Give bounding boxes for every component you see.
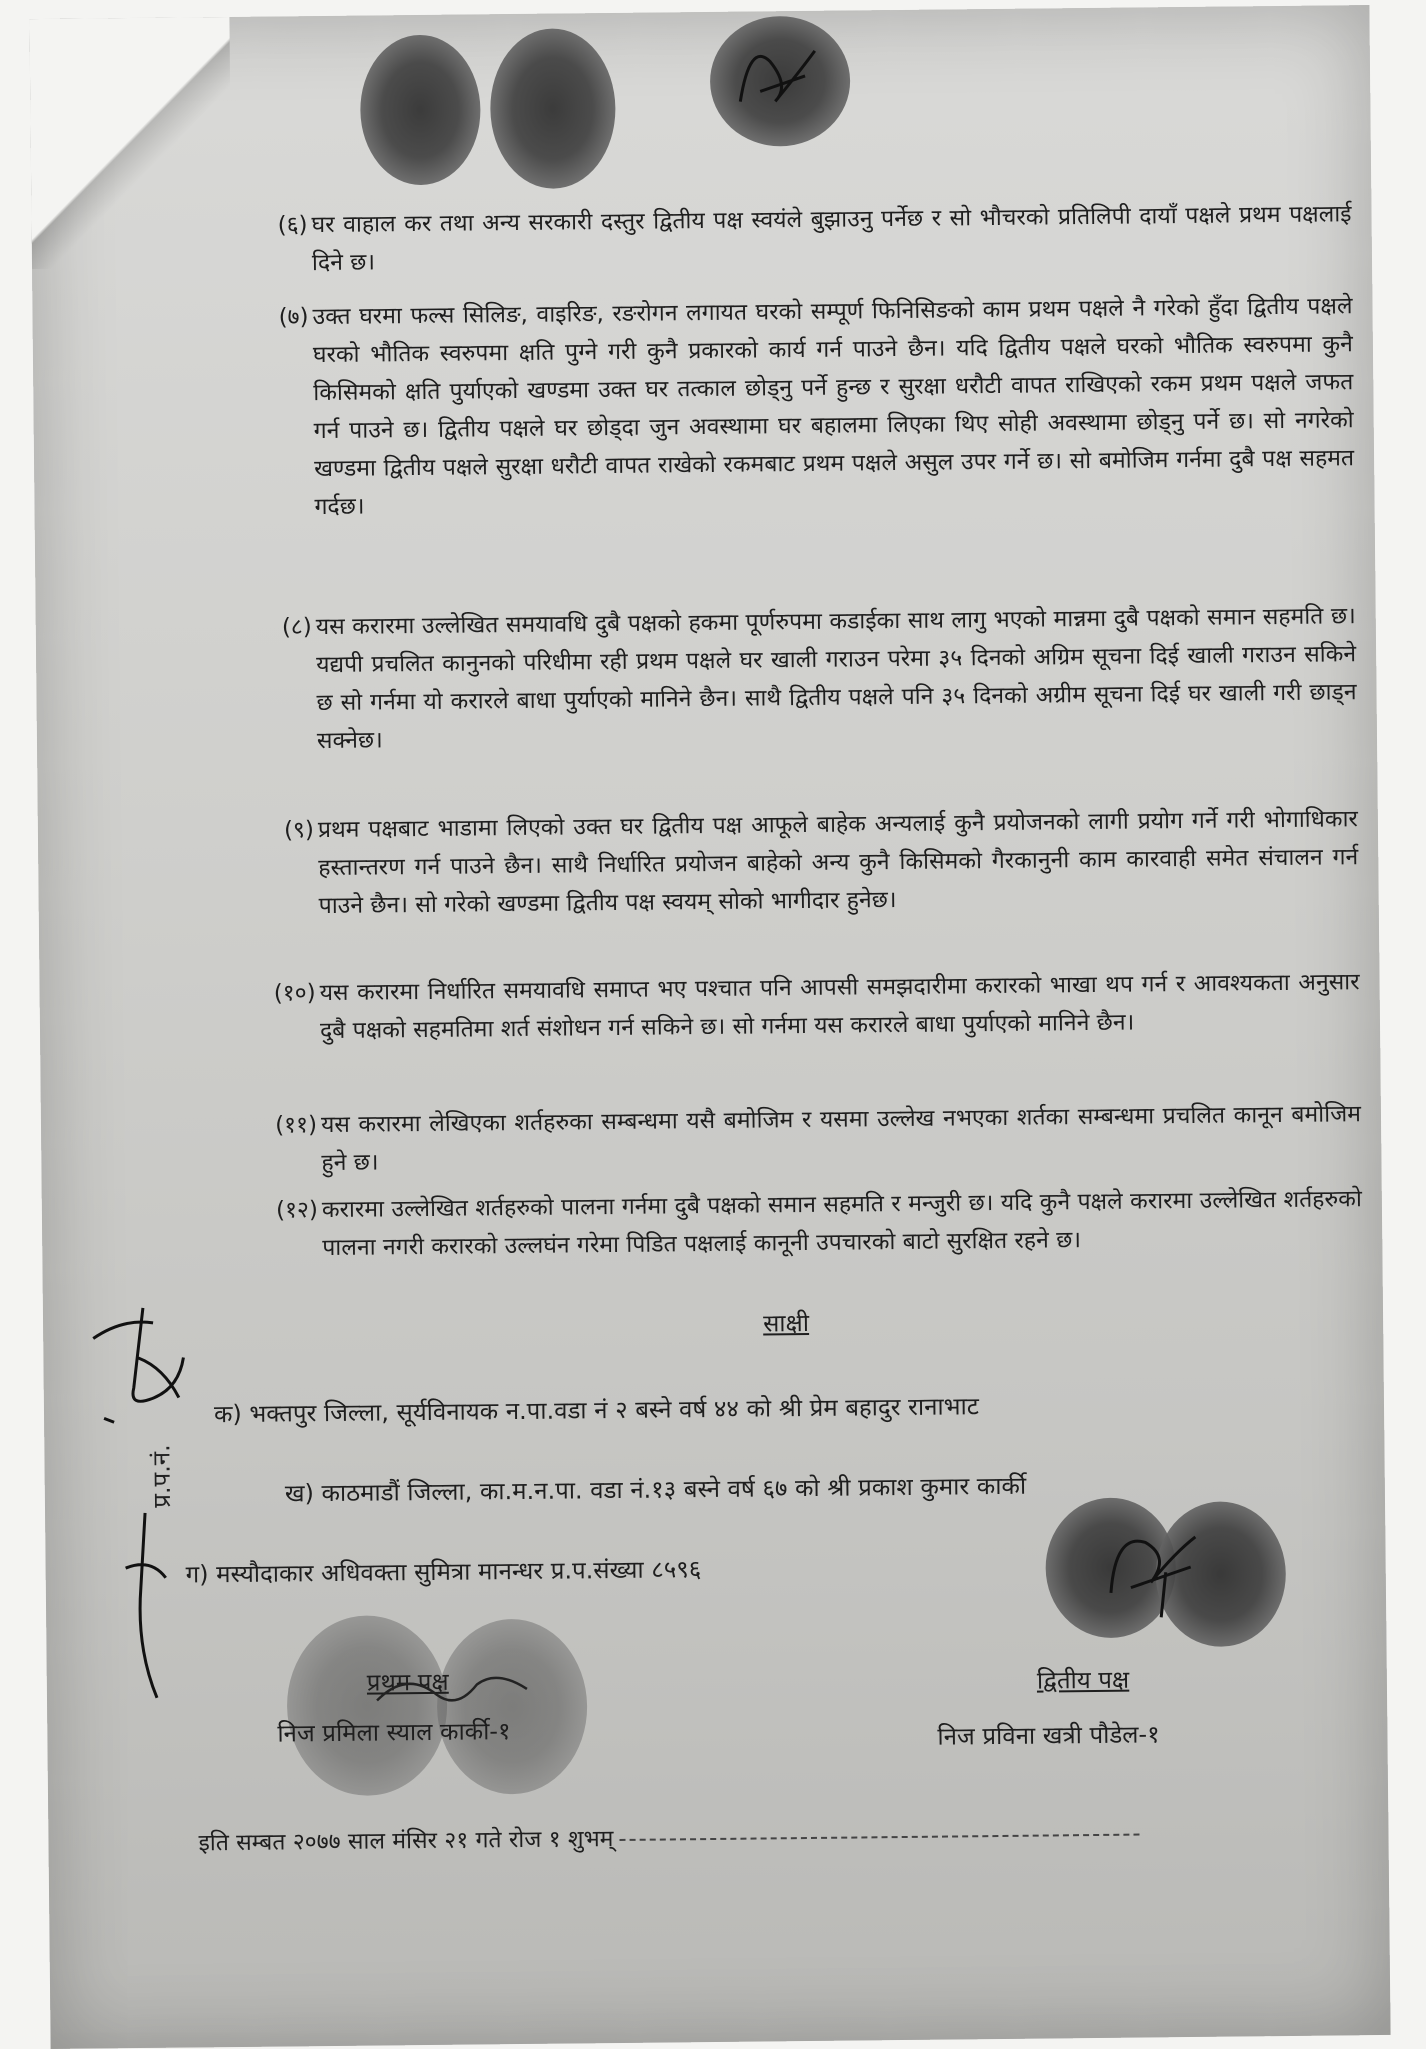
document-page	[29, 5, 1390, 2049]
clause-text: घर वाहाल कर तथा अन्य सरकारी दस्तुर द्वितीय पक्ष स्वयंले बुझाउनु पर्नेछ र सो भौचरको प्रतिलिपी दायाँ पक्षले प्रथम पक्षलाई दिने छ।	[311, 201, 1352, 277]
clause-text: प्रथम पक्षबाट भाडामा लिएको उक्त घर द्वितीय पक्ष आफूले बाहेक अन्यलाई कुनै प्रयोजनको लागी प्रयोग गर्ने गरी भोगाधिकार हस्तान्तरण गर्न पाउने छैन। साथै निर्धारित प्रयोजन बाहेको अन्य कुनै किसिमको गैरकानुनी काम कारवाही समेत संचालन गर्न पाउने छैन। सो गरेको खण्डमा द्वितीय पक्ष स्वयम् सोको भागीदार हुनेछ।	[317, 806, 1359, 920]
footer-date-text: इति सम्बत २०७७ साल मंसिर २१ गते रोज १ शुभम्	[198, 1826, 614, 1857]
clause-number: (९)	[283, 817, 315, 844]
signature-top	[730, 31, 821, 122]
clause-text: करारमा उल्लेखित शर्तहरुको पालना गर्नमा दुबै पक्षको समान सहमति र मन्जुरी छ। यदि कुनै पक्षले करारमा उल्लेखित शर्तहरुको पालना नगरी करारको उल्लघंन गरेमा पिडित पक्षलाई कानूनी उपचारको बाटो सुरक्षित रहने छ।	[321, 1186, 1362, 1262]
document-footer	[198, 1816, 1139, 1858]
clause-number: (१२)	[275, 1197, 319, 1224]
witness-3: ग) मस्यौदाकार अधिवक्ता सुमित्रा मानन्धर प्र.प.संख्या ८५९६	[185, 1555, 702, 1589]
first-party-name: निज प्रमिला स्याल कार्की-१	[277, 1717, 511, 1748]
clause-number: (११)	[274, 1112, 318, 1139]
folded-corner	[29, 17, 232, 269]
witness-heading: साक्षी	[762, 1308, 810, 1338]
fingerprint-top-2	[490, 28, 617, 189]
signature-witness-1	[83, 1297, 204, 1428]
stamp-signature-left	[115, 1508, 177, 1709]
clause-number: (१०)	[273, 980, 316, 1007]
clause-9	[283, 800, 1359, 925]
clause-6	[277, 195, 1352, 282]
clause-7	[278, 287, 1355, 526]
clause-number: (८)	[281, 614, 312, 641]
vertical-note: प्र.प.नं.	[147, 1444, 177, 1508]
clause-11	[274, 1095, 1362, 1182]
clause-12	[275, 1180, 1363, 1267]
clause-10	[273, 963, 1360, 1050]
clause-number: (७)	[278, 304, 309, 331]
fingerprint-top-1	[360, 34, 482, 185]
signature-first-party	[367, 1659, 538, 1721]
first-party-label: प्रथम पक्ष	[366, 1667, 449, 1697]
clause-text: यस करारमा उल्लेखित समयावधि दुबै पक्षको हकमा पूर्णरुपमा कडाईका साथ लागु भएको मान्नमा दुबै पक्षको समान सहमति छ। यद्यपी प्रचलित कानुनको परिधीमा रही प्रथम पक्षले घर खाली गराउन परेमा ३५ दिनको अग्रिम सूचना दिई खाली गराउन सकिने छ सो गर्नमा यो करारले बाधा पुर्याएको मानिने छैन। साथै द्वितीय पक्षले पनि ३५ दिनको अग्रीम सूचना दिई घर खाली गरी छाड्न सक्नेछ।	[315, 603, 1357, 755]
witness-2: ख) काठमाडौं जिल्ला, का.म.न.पा. वडा नं.१३ बस्ने वर्ष ६७ को श्री प्रकाश कुमार कार्की	[284, 1471, 1027, 1508]
second-party-label: द्वितीय पक्ष	[1036, 1665, 1130, 1695]
clause-text: उक्त घरमा फल्स सिलिङ, वाइरिङ, रङरोगन लगायत घरको सम्पूर्ण फिनिसिङको काम प्रथम पक्षले नै गरेको हुँदा द्वितीय पक्षले घरको भौतिक स्वरुपमा क्षति पुग्ने गरी कुनै प्रकारको कार्य गर्न पाउने छैन। यदि द्वितीय पक्षले घरको भौतिक स्वरुपमा कुनै किसिमको क्षति पुर्याएको खण्डमा उक्त घर तत्काल छोड्नु पर्ने हुन्छ र सुरक्षा धरौटी वापत राखिएको रकम प्रथम पक्षले जफत गर्न पाउने छ। द्वितीय पक्षले घर छोड्दा जुन अवस्थामा घर बहालमा लिएका थिए सोही अवस्थामा छोड्नु पर्ने छ। सो नगरेको खण्डमा द्वितीय पक्षले सुरक्षा धरौटी वापत राखेको रकमबाट प्रथम पक्षले असुल उपर गर्ने छ। सो बमोजिम गर्नमा दुबै पक्ष सहमत गर्दछ।	[312, 293, 1355, 521]
witness-1: क) भक्तपुर जिल्ला, सूर्यविनायक न.पा.वडा नं २ बस्ने वर्ष ४४ को श्री प्रेम बहादुर रानाभाट	[213, 1392, 979, 1429]
footer-dashes	[619, 1833, 1139, 1840]
clause-text: यस करारमा निर्धारित समयावधि समाप्त भए पश्चात पनि आपसी समझदारीमा करारको भाखा थप गर्न र आवश्यकता अनुसार दुबै पक्षको सहमतिमा शर्त संशोधन गर्न सकिने छ। सो गर्नमा यस करारले बाधा पुर्याएको मानिने छैन।	[319, 969, 1360, 1045]
second-party-name: निज प्रविना खत्री पौडेल-१	[937, 1720, 1160, 1751]
clause-text: यस करारमा लेखिएका शर्तहरुका सम्बन्धमा यसै बमोजिम र यसमा उल्लेख नभएका शर्तका सम्बन्धमा प्रचलित कानून बमोजिम हुने छ।	[320, 1101, 1362, 1177]
signature-second-party	[1095, 1512, 1206, 1623]
clause-number: (६)	[277, 212, 308, 239]
clause-8	[281, 597, 1358, 760]
